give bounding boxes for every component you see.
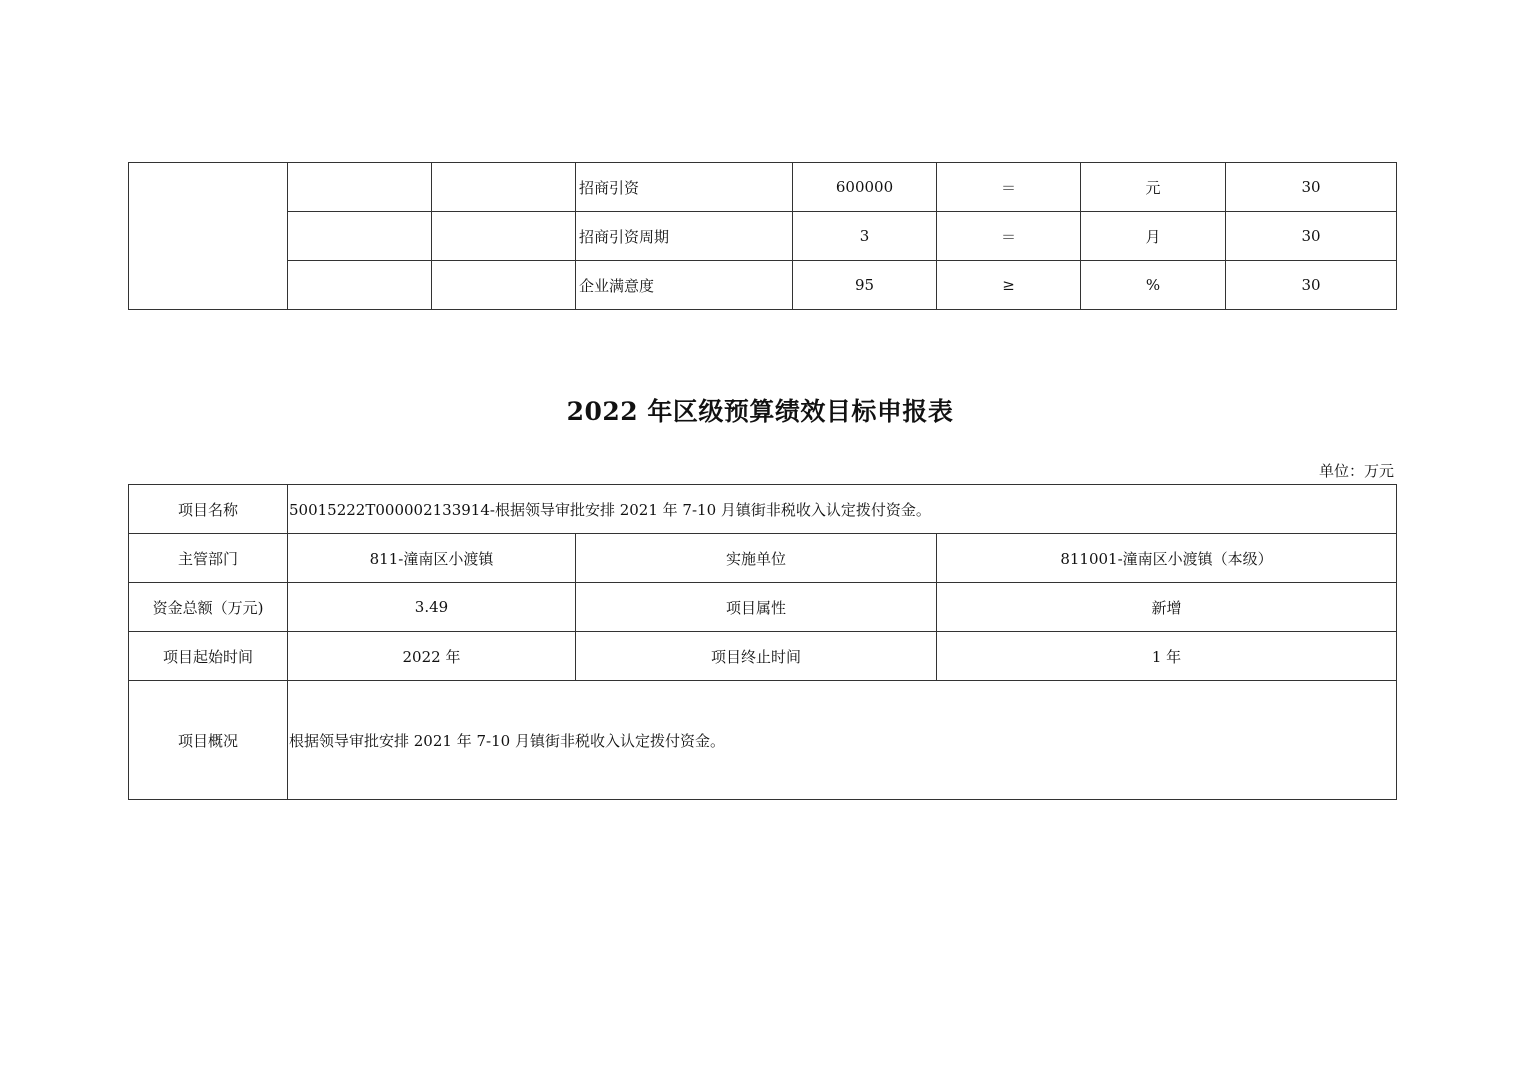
table-row <box>129 163 1397 212</box>
empty-cell <box>288 163 432 212</box>
indicator-name: 招商引资 <box>576 163 793 212</box>
indicator-weight: 30 <box>1226 212 1397 261</box>
start-time-value: 2022 年 <box>288 632 576 681</box>
empty-cell <box>432 261 576 310</box>
department-label: 主管部门 <box>129 534 288 583</box>
end-time-label: 项目终止时间 <box>576 632 937 681</box>
empty-cell <box>288 261 432 310</box>
indicator-symbol: ≥ <box>937 261 1081 310</box>
indicator-symbol: ＝ <box>937 163 1081 212</box>
indicator-name: 招商引资周期 <box>576 212 793 261</box>
table-row <box>129 534 1397 583</box>
start-time-label: 项目起始时间 <box>129 632 288 681</box>
overview-value: 根据领导审批安排 2021 年 7-10 月镇街非税收入认定拨付资金。 <box>288 681 1397 800</box>
empty-cell <box>288 212 432 261</box>
implementer-value: 811001-潼南区小渡镇（本级） <box>937 534 1397 583</box>
table-row <box>129 485 1397 534</box>
indicator-name: 企业满意度 <box>576 261 793 310</box>
merged-empty-cell <box>129 163 288 310</box>
indicator-weight: 30 <box>1226 261 1397 310</box>
fund-label: 资金总额（万元) <box>129 583 288 632</box>
project-info-table <box>128 484 1397 800</box>
table-row <box>129 212 1397 261</box>
indicator-table <box>128 162 1397 310</box>
table-row <box>129 632 1397 681</box>
attribute-label: 项目属性 <box>576 583 937 632</box>
unit-label: 单位：万元 <box>1318 462 1394 480</box>
table-row <box>129 261 1397 310</box>
indicator-value: 600000 <box>793 163 937 212</box>
overview-label: 项目概况 <box>129 681 288 800</box>
indicator-value: 3 <box>793 212 937 261</box>
implementer-label: 实施单位 <box>576 534 937 583</box>
project-name-label: 项目名称 <box>129 485 288 534</box>
attribute-value: 新增 <box>937 583 1397 632</box>
indicator-weight: 30 <box>1226 163 1397 212</box>
empty-cell <box>432 212 576 261</box>
department-value: 811-潼南区小渡镇 <box>288 534 576 583</box>
end-time-value: 1 年 <box>937 632 1397 681</box>
indicator-symbol: ＝ <box>937 212 1081 261</box>
indicator-unit: 元 <box>1081 163 1226 212</box>
fund-value: 3.49 <box>288 583 576 632</box>
indicator-value: 95 <box>793 261 937 310</box>
table-row <box>129 681 1397 800</box>
table-row <box>129 583 1397 632</box>
empty-cell <box>432 163 576 212</box>
project-name-value: 50015222T000002133914-根据领导审批安排 2021 年 7-10 月镇街非税收入认定拨付资金。 <box>288 485 1397 534</box>
indicator-unit: % <box>1081 261 1226 310</box>
indicator-unit: 月 <box>1081 212 1226 261</box>
document-title: 2022 年区级预算绩效目标申报表 <box>566 397 954 426</box>
